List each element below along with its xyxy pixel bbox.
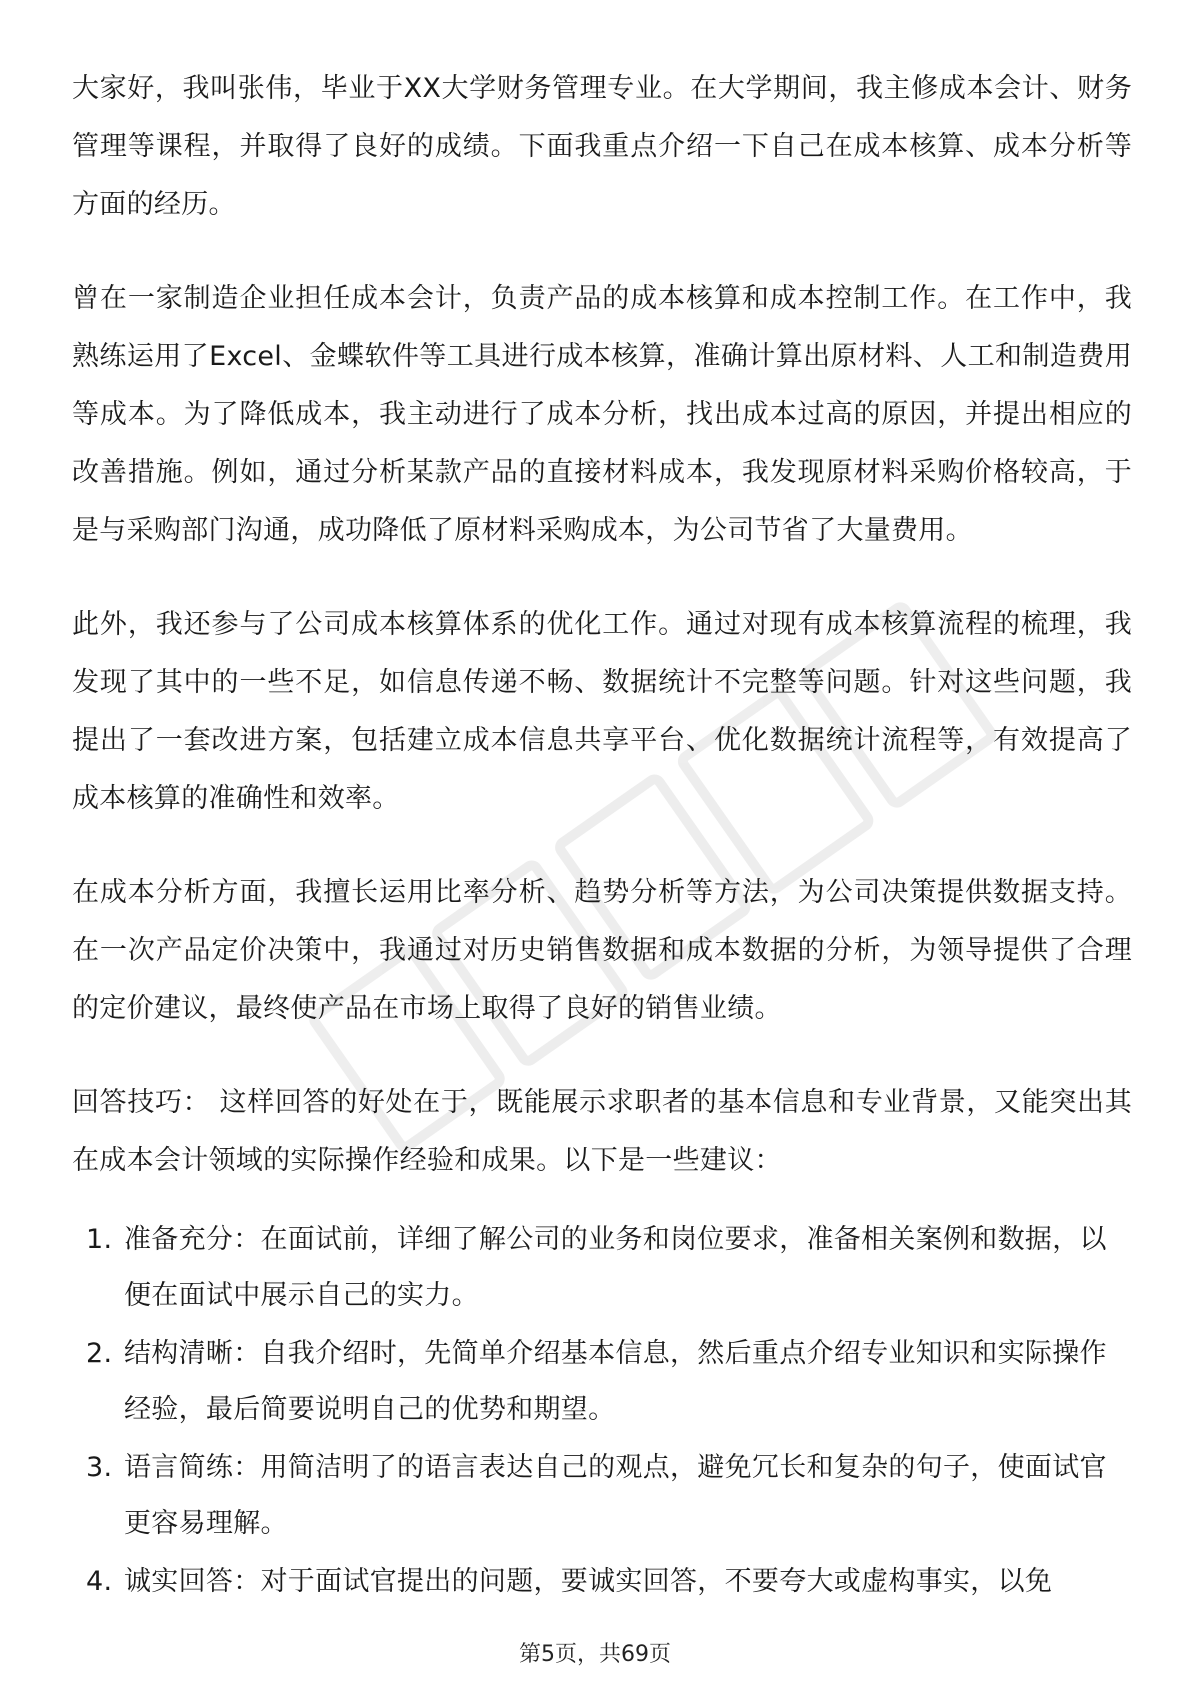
analysis-paragraph: 在成本分析方面，我擅长运用比率分析、趋势分析等方法，为公司决策提供数据支持。在一次产品定价决策中，我通过对历史销售数据和成本数据的分析，为领导提供了合理的定价建议，最终使产品在市场上取得了良好的销售业绩。 bbox=[72, 877, 1132, 1024]
experience-paragraph: 曾在一家制造企业担任成本会计，负责产品的成本核算和成本控制工作。在工作中，我熟练运用了Excel、金蝶软件等工具进行成本核算，准确计算出原材料、人工和制造费用等成本。为了降低成本，我主动进行了成本分析，找出成本过高的原因，并提出相应的改善措施。例如，通过分析某款产品的直接材料成本，我发现原材料采购价格较高，于是与采购部门沟通，成功降低了原材料采购成本，为公司节省了大量费用。 bbox=[72, 283, 1132, 546]
list-item bbox=[72, 1440, 1132, 1552]
list-item-text: 结构清晰：自我介绍时，先简单介绍基本信息，然后重点介绍专业知识和实际操作经验，最后简要说明自己的优势和期望。 bbox=[124, 1338, 1107, 1425]
intro-paragraph: 大家好，我叫张伟，毕业于XX大学财务管理专业。在大学期间，我主修成本会计、财务管理等课程，并取得了良好的成绩。下面我重点介绍一下自己在成本核算、成本分析等方面的经历。 bbox=[72, 73, 1132, 220]
answer-tips-paragraph: 回答技巧： 这样回答的好处在于，既能展示求职者的基本信息和专业背景，又能突出其在成本会计领域的实际操作经验和成果。以下是一些建议： bbox=[72, 1087, 1132, 1176]
tips-list bbox=[72, 1212, 1132, 1610]
main-content bbox=[72, 60, 1132, 1610]
list-item-text: 语言简练：用简洁明了的语言表达自己的观点，避免冗长和复杂的句子，使面试官更容易理解。 bbox=[124, 1452, 1107, 1539]
list-item-text: 准备充分：在面试前，详细了解公司的业务和岗位要求，准备相关案例和数据，以便在面试中展示自己的实力。 bbox=[124, 1224, 1107, 1311]
list-item-number: 1. bbox=[86, 1224, 113, 1255]
list-item bbox=[72, 1212, 1132, 1324]
list-item-number: 3. bbox=[86, 1452, 113, 1483]
list-item-number: 4. bbox=[86, 1566, 113, 1597]
list-item-number: 2. bbox=[86, 1338, 113, 1369]
page-number-footer: 第5页，共69页 bbox=[519, 1642, 671, 1667]
list-item-text: 诚实回答：对于面试官提出的问题，要诚实回答，不要夸大或虚构事实，以免 bbox=[124, 1566, 1053, 1597]
optimization-paragraph: 此外，我还参与了公司成本核算体系的优化工作。通过对现有成本核算流程的梳理，我发现了其中的一些不足，如信息传递不畅、数据统计不完整等问题。针对这些问题，我提出了一套改进方案，包括建立成本信息共享平台、优化数据统计流程等，有效提高了成本核算的准确性和效率。 bbox=[72, 609, 1132, 814]
list-item bbox=[72, 1554, 1132, 1610]
list-item bbox=[72, 1326, 1132, 1438]
